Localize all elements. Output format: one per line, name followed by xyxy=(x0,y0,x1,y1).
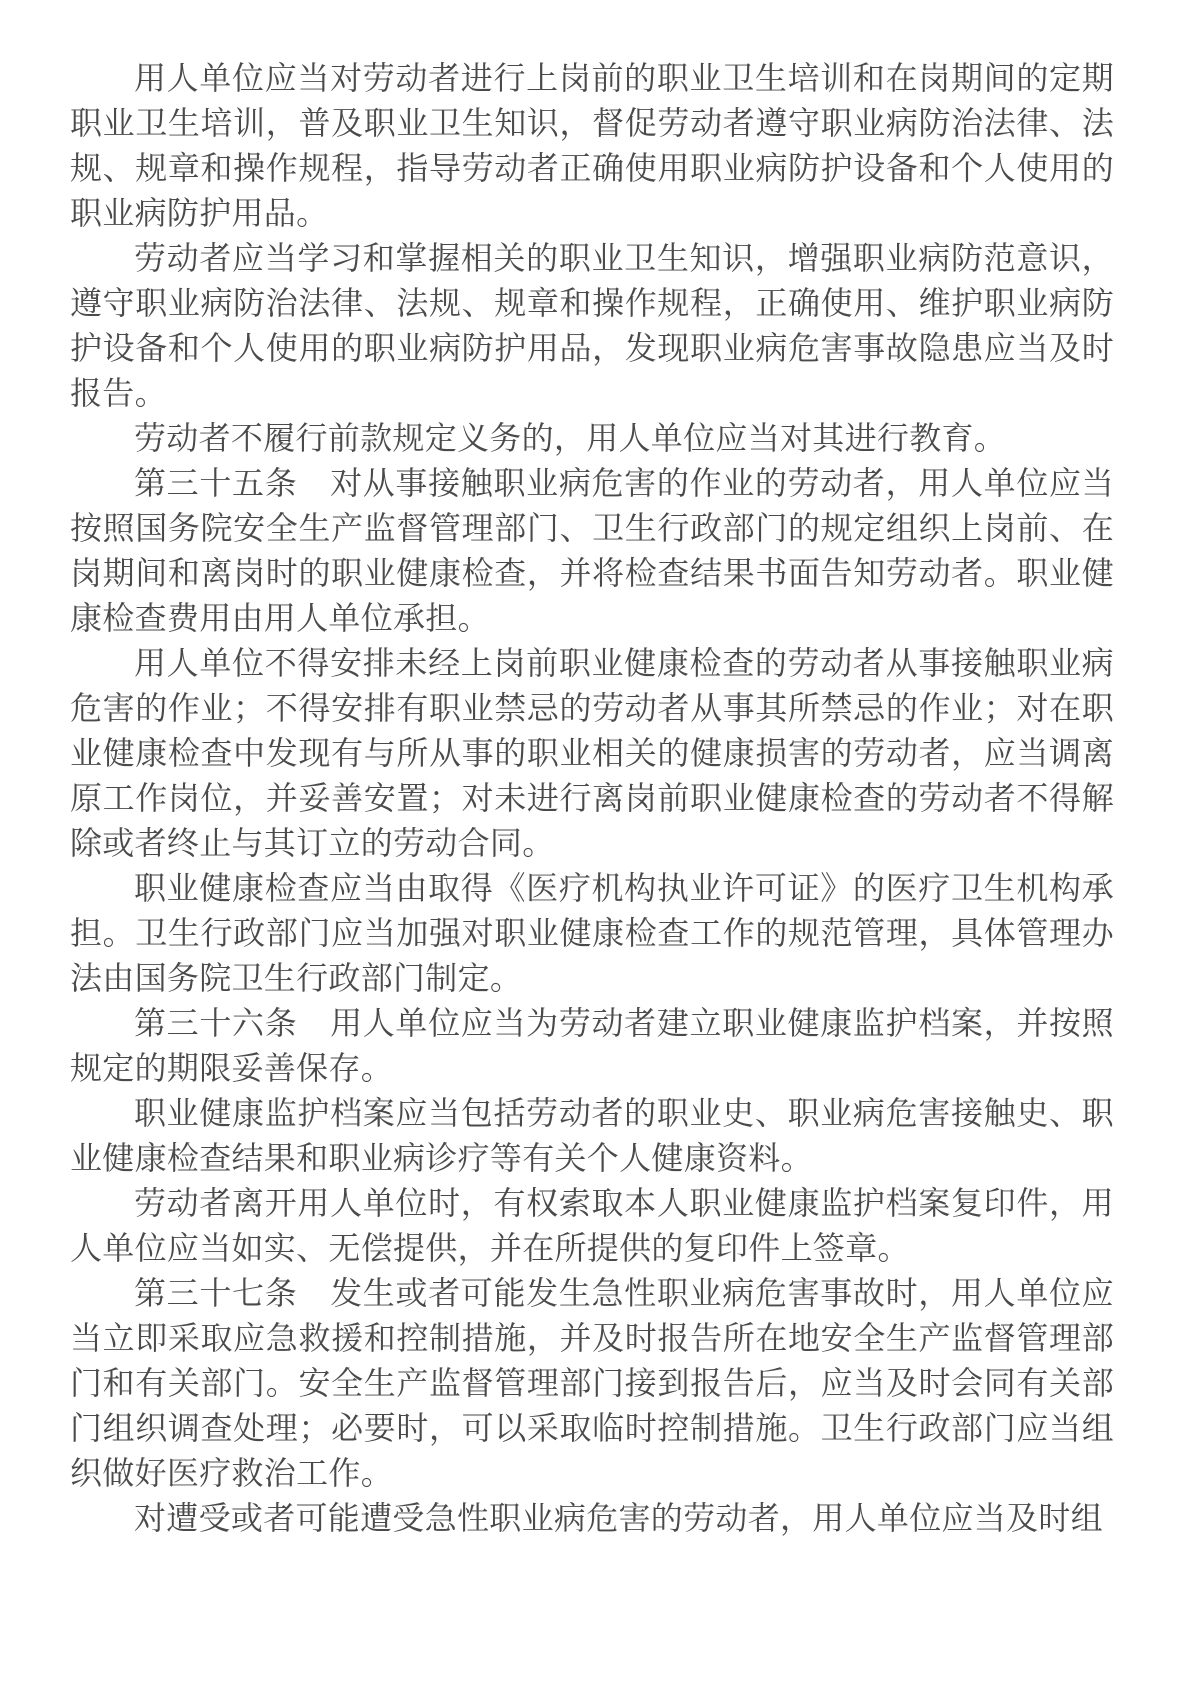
paragraph-truncated: 对遭受或者可能遭受急性职业病危害的劳动者，用人单位应当及时组 xyxy=(134,1500,1104,1536)
paragraph: 职业健康监护档案应当包括劳动者的职业史、职业病危害接触史、职业健康检查结果和职业病诊疗等有关个人健康资料。 xyxy=(70,1095,1114,1176)
paragraph: 劳动者应当学习和掌握相关的职业卫生知识，增强职业病防范意识，遵守职业病防治法律、法规、规章和操作规程，正确使用、维护职业病防护设备和个人使用的职业病防护用品，发现职业病危害事故隐患应当及时报告。 xyxy=(70,240,1114,411)
paragraph-article-36: 第三十六条 用人单位应当为劳动者建立职业健康监护档案，并按照规定的期限妥善保存。 xyxy=(70,1005,1114,1086)
paragraph: 职业健康检查应当由取得《医疗机构执业许可证》的医疗卫生机构承担。卫生行政部门应当加强对职业健康检查工作的规范管理，具体管理办法由国务院卫生行政部门制定。 xyxy=(70,870,1114,996)
paragraph: 劳动者离开用人单位时，有权索取本人职业健康监护档案复印件，用人单位应当如实、无偿提供，并在所提供的复印件上签章。 xyxy=(70,1185,1114,1266)
paragraph-article-37: 第三十七条 发生或者可能发生急性职业病危害事故时，用人单位应当立即采取应急救援和控制措施，并及时报告所在地安全生产监督管理部门和有关部门。安全生产监督管理部门接到报告后，应当及时会同有关部门组织调查处理；必要时，可以采取临时控制措施。卫生行政部门应当组织做好医疗救治工作。 xyxy=(70,1275,1114,1491)
paragraph: 用人单位不得安排未经上岗前职业健康检查的劳动者从事接触职业病危害的作业；不得安排有职业禁忌的劳动者从事其所禁忌的作业；对在职业健康检查中发现有与所从事的职业相关的健康损害的劳动者，应当调离原工作岗位，并妥善安置；对未进行离岗前职业健康检查的劳动者不得解除或者终止与其订立的劳动合同。 xyxy=(70,645,1114,861)
paragraph: 劳动者不履行前款规定义务的，用人单位应当对其进行教育。 xyxy=(134,420,1007,456)
document-text-block xyxy=(70,56,1114,1541)
paragraph: 用人单位应当对劳动者进行上岗前的职业卫生培训和在岗期间的定期职业卫生培训，普及职业卫生知识，督促劳动者遵守职业病防治法律、法规、规章和操作规程，指导劳动者正确使用职业病防护设备和个人使用的职业病防护用品。 xyxy=(70,60,1114,231)
paragraph-article-35: 第三十五条 对从事接触职业病危害的作业的劳动者，用人单位应当按照国务院安全生产监督管理部门、卫生行政部门的规定组织上岗前、在岗期间和离岗时的职业健康检查，并将检查结果书面告知劳动者。职业健康检查费用由用人单位承担。 xyxy=(70,465,1114,636)
